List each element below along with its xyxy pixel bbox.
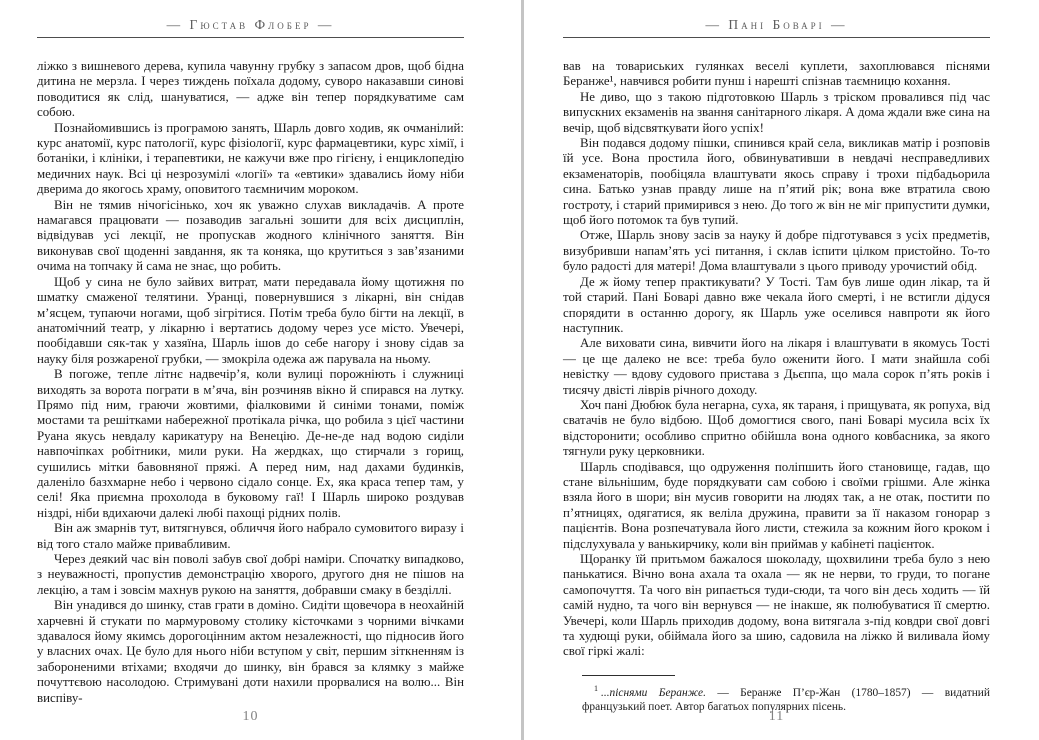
paragraph: Шарль сподівався, що одруження поліпшить його становище, гадав, що стане вільнішим, буде порядкувати сам собою і своїми грішми. Але жінка взяла його в шори; він мусив говорити на людях так, а не отак, постити по п’ятницях, одягатися, як веліла дружина, правити за її наказом гонорар з пацієнтів. Вона розпечатувала його листи, стежила за кожним його кроком і підслухувала у ванькирчику, коли він приймав у кабінеті пацієнток.: [563, 459, 990, 551]
paragraph: Він не тямив нічогісінько, хоч як уважно слухав викладачів. А проте намагався працювати — позаводив загальні зошити для всіх дисциплін, відвідував усі лекції, не пропускав жодного клінічного заняття. Він виконував свої щоденні завдання, як та коняка, що крутиться з зав’язаними очима на топчаку й сама не знає, що робить.: [37, 197, 464, 274]
header-rule: [37, 37, 464, 38]
paragraph: ліжко з вишневого дерева, купила чавунну грубку з запасом дров, щоб бідна дитина не мерзла. І через тиждень поїхала додому, суворо наказавши синові поводитися як слід, шануватися, — адже він тепер порядкуватиме сам собою.: [37, 59, 464, 120]
paragraph: вав на товариських гулянках веселі куплети, захоплювався піснями Беранже¹, навчився робити пунш і нарешті спізнав таємницю кохання.: [563, 59, 990, 89]
page-number-right: 11: [768, 709, 785, 724]
paragraph: Хоч пані Дюбюк була негарна, суха, як тараня, і прищувата, як ропуха, від сватачів не було відбою. Щоб домогтися свого, пані Боварі мусила всіх їх відсторонити; особливо спритно обійшла вона одного ковбасника, за якого тягнули руку церковники.: [563, 397, 990, 459]
page-right: [524, 0, 1039, 740]
left-text-column: [37, 17, 464, 706]
paragraph: Отже, Шарль знову засів за науку й добре підготувався з усіх предметів, визубривши напам’ять усі питання, і склав іспити цілком пристойно. То-то було радості для матері! Дома влаштували з цього приводу урочистий обід.: [563, 228, 990, 274]
footnote-marker: 1: [594, 683, 598, 693]
paragraph: Через деякий час він поволі забув свої добрі наміри. Спочатку випадково, з неуважності, пропустив демонстрацію хворого, другого дня не пішов на лекцію, а там і зовсім махнув рукою на заняття, добравши смаку в безділлі.: [37, 552, 464, 597]
header-rule: [563, 37, 990, 38]
paragraph: Він унадився до шинку, став грати в доміно. Сидіти щовечора в неохайній харчевні й стукати по мармуровому столику кісточками з чорними вічками здавалося йому якимсь дорогоцінним актом незалежності, що підносив його у власних очах. Це було для нього ніби вступом у світ, першим зіткненням із забороненими втіхами; входячи до шинку, він брався за клямку з майже почуттєвою насолодою. Стримувані доти нахили прорвалися на волю... Він виспіву-: [37, 598, 464, 705]
paragraph: Не диво, що з такою підготовкою Шарль з тріском провалився під час випускних екзаменів на звання санітарного лікаря. А дома ждали вже сина на вечір, щоб відсвяткувати його успіх!: [563, 89, 990, 135]
page-number-left: 10: [242, 709, 259, 724]
paragraph: Але виховати сина, вивчити його на лікаря і влаштувати в якомусь Тості — це ще далеко не все: треба було оженити його. І мати знайшла собі невістку — вдову судового пристава з Дьєппа, що мала сорок п’ять років і тисячу двісті ліврів річного доходу.: [563, 336, 990, 397]
paragraph: Познайомившись із програмою занять, Шарль довго ходив, як очманілий: курс анатомії, курс патології, курс фізіології, курс фармацевтики, курс хімії, і ботаніки, і клініки, і терапевтики, не кажучи вже про гігієну, і енциклопедію медичних наук. Всі ці незрозумілі «логії» та «евтики» здавались йому ніби дверима до якогось храму, оповитого таємничим мороком.: [37, 120, 464, 197]
footnote-lead: ...піснями Беранже.: [601, 686, 706, 699]
paragraph: В погоже, тепле літнє надвечір’я, коли вулиці порожніють і служниці виходять за ворота пограти в м’яча, він розчиняв вікно й спирався на лутку. Прямо під ним, граючи жовтими, фіалковими й синіми тонами, поміж мостами та решітками набережної протікала річка, що робила з цієї частини Руана якусь невдалу карикатуру на Венецію. Де-не-де над водою сиділи навпочіпках робітники, мили руки. На жердках, що стирчали з горищ, сушились мітки бавовняної пряжі. А перед ним, над дахами будинків, даленіло базхмарне небо і червоно сідало сонце. Ех, яка краса тепер там, у селі! Яка приємна прохолода в буковому гаї! І Шарль широко роздував ніздрі, ніби вдихаючи далекі любі пахощі рідних полів.: [37, 367, 464, 520]
paragraph: Він аж змарнів тут, витягнувся, обличчя його набрало сумовитого виразу і від того стало майже привабливим.: [37, 521, 464, 551]
right-text-column: [563, 17, 990, 714]
footnote-body: — Беранже П’єр-Жан (1780–1857) — видатний французький поет. Автор багатьох популярних пісень.: [582, 686, 990, 713]
paragraph: Він подався додому пішки, спинився край села, викликав матір і розповів їй усе. Вона простила його, обвинувативши в невдачі несправедливих екзаменаторів, пообіцяла влаштувати якось справу і трохи підбадьорила сина. Батько узнав правду лише на п’ятий рік; вона вже втратила свою гостроту, і старий примирився з нею. До того ж він не міг припустити думки, щоб його потомок та був тупий.: [563, 136, 990, 228]
running-head-author: — Гюстав Флобер —: [166, 17, 335, 32]
left-page-body: [37, 59, 464, 706]
paragraph: Де ж йому тепер практикувати? У Тості. Там був лише один лікар, та й той старий. Пані Боварі давно вже чекала його смерті, і не встигли дідуся спорядити в останню дорогу, як Шарль уже оселився навпроти як його наступник.: [563, 274, 990, 335]
footnote-rule: [582, 675, 675, 676]
right-page-body: [563, 59, 990, 660]
running-head-title: — Пані Боварі —: [705, 17, 848, 32]
paragraph: Щоранку їй притьмом бажалося шоколаду, щохвилини треба було з нею панькатися. Вічно вона ахала та охала — як не нерви, то груди, то погане самопочуття. Та чого він рипається туди-сюди, та чого він десь ходить — їй самій нудно, та чого він вернувся — не інакше, як полюбуватися її смертю. Увечері, коли Шарль приходив додому, вона витягала з-під ковдри свої довгі та худющі руки, обіймала його за шию, садовила на ліжко й виливала йому свої гіркі жалі:: [563, 552, 990, 659]
paragraph: Щоб у сина не було зайвих витрат, мати передавала йому щотижня по шматку смаженої телятини. Уранці, повернувшися з лікарні, він снідав м’ясцем, тупаючи ногами, щоб зігрітися. Потім треба було бігти на лекції, в анатомічний театр, у лікарню і вертатись додому через усе місто. Увечері, пообідавши сяк-так у хазяїна, Шарль ішов до себе нагору і знову сідав за науку біля розжареної грубки, — змокріла одежа аж парувала на ньому.: [37, 274, 464, 366]
